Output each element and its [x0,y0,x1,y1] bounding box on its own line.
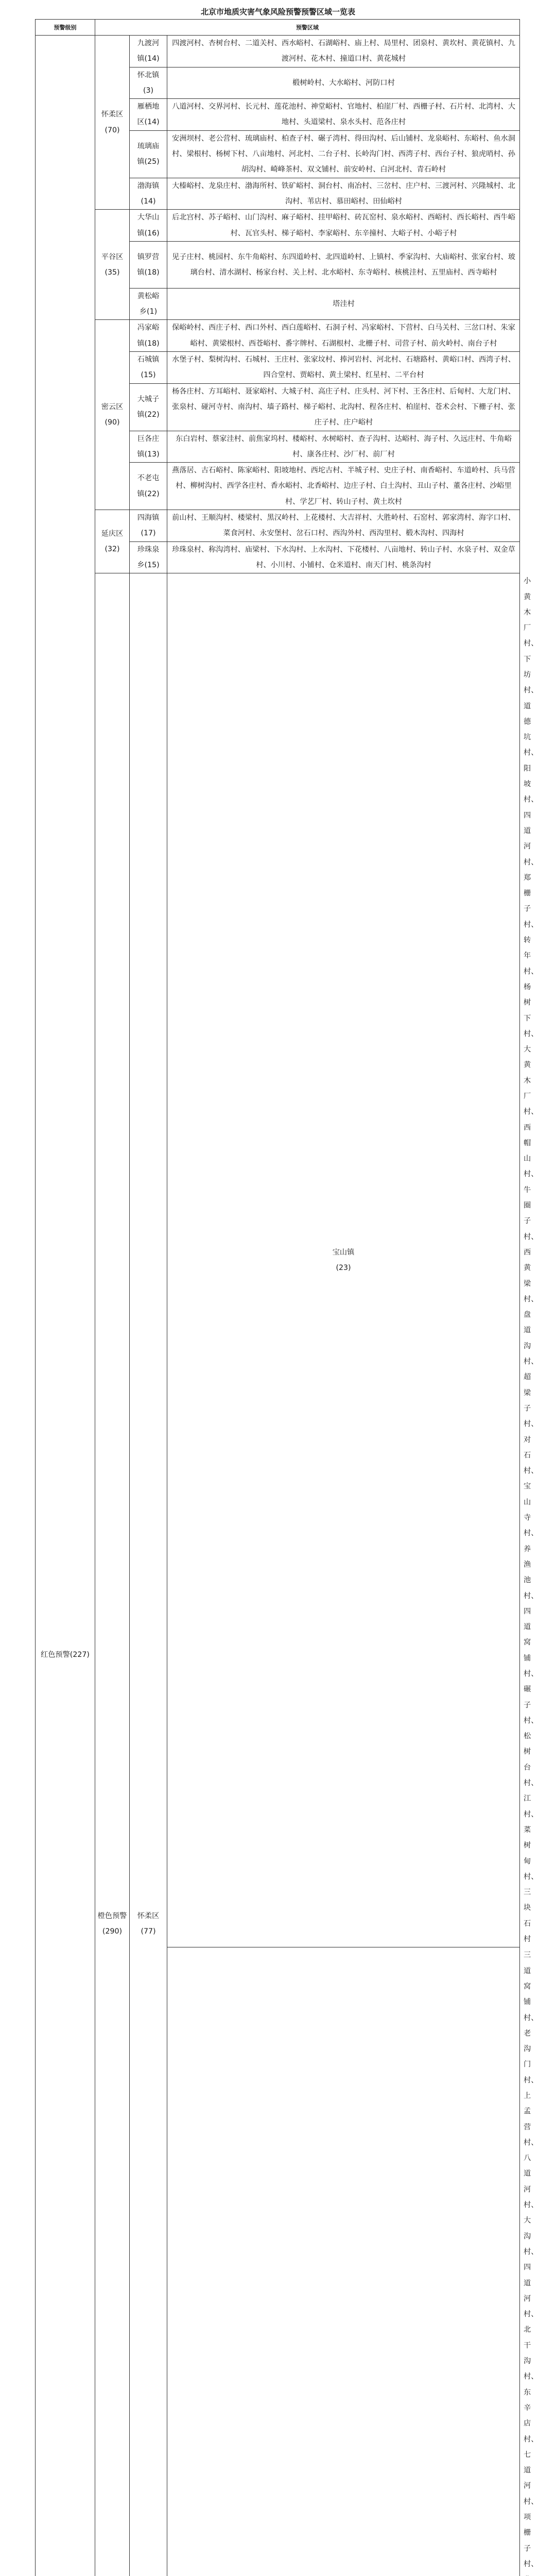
district-count: (70) [105,126,119,134]
village-list: 后北宫村、苏子峪村、山门沟村、麻子峪村、挂甲峪村、砖瓦窑村、泉水峪村、西峪村、西长峪村、西牛峪村、瓦官头村、梯子峪村、李家峪村、东辛撞村、大峪子村、小峪子村 [167,210,520,242]
town-count: (23) [336,1264,351,1272]
town-count: 镇(25) [137,158,159,166]
district-cell [95,210,130,320]
town-name: 不老屯 [137,474,160,482]
district-cell [95,320,130,510]
table-row [36,210,520,242]
district-cell [95,36,130,210]
district-count: (77) [141,1927,155,1936]
header-row [36,20,520,36]
town-count: 镇(16) [137,229,159,238]
town-name: 巨各庄 [137,435,160,443]
village-list: 四渡河村、杏树台村、二道关村、西水峪村、石湖峪村、庙上村、局里村、团泉村、黄坎村、黄花镇村、九渡河村、花木村、撞道口村、黄花城村 [167,36,520,67]
town-count: 镇(13) [137,450,159,459]
town-cell [167,573,520,1947]
town-cell [130,36,167,67]
town-name: 渤海镇 [137,182,160,190]
town-cell [130,431,167,463]
town-count: (14) [141,197,155,206]
town-cell [130,178,167,210]
town-name: 九渡河 [137,39,160,47]
village-list: 见子庄村、桃园村、东牛角峪村、东四道岭村、北四道岭村、上镇村、季家沟村、大庙峪村、张家台村、玻璃台村、清水湖村、杨家台村、关上村、北水峪村、东寺峪村、核桃洼村、五里庙村、西寺峪村 [167,241,520,288]
town-cell [130,288,167,320]
village-list: 安洲坝村、老公营村、琉璃庙村、柏查子村、碾子湾村、得田沟村、后山铺村、龙泉峪村、东峪村、鱼水洞村、梁根村、杨树下村、八亩地村、河北村、二台子村、长岭沟门村、西湾子村、西台子村、狼虎哨村、孙胡沟村、崎峰茶村、双文铺村、前安岭村、白河北村、青石岭村 [167,130,520,178]
header-area: 预警区域 [95,20,520,36]
village-list: 水堡子村、梨树沟村、石城村、王庄村、张家坟村、捧河岩村、河北村、石塘路村、黄峪口村、西湾子村、四合堂村、贾峪村、黄土梁村、红星村、二平台村 [167,352,520,384]
town-count: 镇(22) [137,411,159,419]
town-name: 冯家峪 [137,324,160,332]
table-row [36,320,520,352]
village-list: 塔洼村 [167,288,520,320]
town-cell [130,463,167,510]
town-cell [167,1947,520,2576]
town-count: 镇(14) [137,55,159,63]
district-count: (90) [105,418,119,427]
town-name: 宝山镇 [333,1248,355,1257]
town-name: 镇罗营 [137,253,160,261]
town-name: 雁栖地 [137,103,160,111]
town-name: 大华山 [137,213,160,222]
level-red: 红色预警(227) [36,36,95,2576]
town-cell [130,241,167,288]
town-cell [130,130,167,178]
town-cell [130,67,167,99]
district-name: 密云区 [101,403,124,411]
town-cell [130,510,167,542]
town-name: 大城子 [137,395,160,403]
town-cell [130,320,167,352]
town-count: 乡(1) [140,308,157,316]
village-list: 大榛峪村、龙泉庄村、渤海所村、铁矿峪村、洞台村、南冶村、三岔村、庄户村、三渡河村、兴隆城村、北沟村、苇店村、慕田峪村、田仙峪村 [167,178,520,210]
warning-table [35,19,520,2576]
town-cell [130,99,167,131]
district-cell [130,573,167,2576]
town-count: (17) [141,529,155,537]
village-list: 前山村、王顺沟村、楼梁村、黑汉岭村、上花楼村、大吉祥村、大胜岭村、石窑村、郭家湾村、海字口村、菜食河村、永安堡村、岔石口村、西沟外村、西沟里村、椴木沟村、四海村 [167,510,520,542]
table-row [36,36,520,67]
district-name: 怀柔区 [101,110,124,118]
town-count: 镇(22) [137,490,159,498]
district-name: 怀柔区 [137,1912,160,1920]
town-cell [130,541,167,573]
town-cell [130,352,167,384]
town-count: (15) [141,371,155,379]
town-name: 四海镇 [137,514,160,522]
district-count: (32) [105,545,119,553]
village-list: 椴树岭村、大水峪村、河防口村 [167,67,520,99]
district-cell [95,510,130,573]
village-list: 八道河村、交界河村、长元村、莲花池村、神堂峪村、官地村、柏崖厂村、西栅子村、石片村、北湾村、大地村、头道梁村、泉水头村、范各庄村 [167,99,520,131]
town-name: 珍珠泉 [137,546,160,554]
town-cell [130,383,167,431]
district-count: (35) [105,268,119,277]
district-name: 平谷区 [101,253,124,261]
town-cell [130,210,167,242]
district-name: 延庆区 [101,530,124,538]
village-list: 杨各庄村、方耳峪村、聂家峪村、大城子村、高庄子村、庄头村、河下村、王各庄村、后甸村、大龙门村、张泉村、碰河寺村、南沟村、墙子路村、梯子峪村、北沟村、程各庄村、柏崖村、苍术会村、下栅子村、张庄子村、庄户峪村 [167,383,520,431]
page-title: 北京市地质灾害气象风险预警预警区域一览表 [0,6,556,18]
table-row: 橙色预警(290) 怀柔区 (77) 宝山镇 (23) 小黄木厂村、下坊村、道德坑村、阳坡村、四道河村、郑栅子村、转年村、杨树下村、大黄木厂村、西帽山村、牛圈子村、西黄梁村、盘道沟村、超梁子村、对石村、宝山寺村、养渔池村、四道窝铺村、碾子村、松树台村、江村、菜树甸村、三块石村 [36,573,520,1947]
town-count: (3) [143,87,153,95]
town-name: 石城镇 [137,355,160,364]
town-name: 怀北镇 [137,71,160,79]
town-count: 镇(18) [137,340,159,348]
village-list: 珍珠泉村、称沟湾村、庙梁村、下水沟村、上水沟村、下花楼村、八亩地村、转山子村、水泉子村、双金草村、小川村、小铺村、仓米道村、南天门村、桃条沟村 [167,541,520,573]
table-row: 三道窝铺村、老沟门村、上孟营村、八道河村、大沟村、四道河村、北干沟村、东辛店村、七道河村、项栅子村、 [36,1947,520,2576]
town-count: 区(14) [137,118,159,126]
table-row [36,510,520,542]
village-list: 燕落居、古石峪村、陈家峪村、阳坡地村、西坨古村、半城子村、史庄子村、南香峪村、车道岭村、兵马营村、柳树沟村、西学各庄村、香水峪村、北香峪村、边庄子村、白土沟村、丑山子村、董各庄村、沙峪里村、学艺厂村、转山子村、黄土坎村 [167,463,520,510]
village-list: 保峪岭村、西庄子村、西口外村、西白莲峪村、石洞子村、冯家峪村、下营村、白马关村、三岔口村、朱家峪村、黄梁根村、西苍峪村、番字牌村、石湖根村、北栅子村、司营子村、前火岭村、南台子村 [167,320,520,352]
header-level: 预警级别 [36,20,95,36]
town-count: 镇(18) [137,268,159,277]
town-name: 琉璃庙 [137,142,160,150]
town-name: 黄松峪 [137,292,160,300]
level-orange: 橙色预警(290) [95,573,130,2576]
village-list: 东白岩村、蔡家洼村、前焦家坞村、楼峪村、水树峪村、查子沟村、达峪村、海子村、久远庄村、牛角峪村、康各庄村、沙厂村、前厂村 [167,431,520,463]
town-count: 乡(15) [137,561,159,569]
